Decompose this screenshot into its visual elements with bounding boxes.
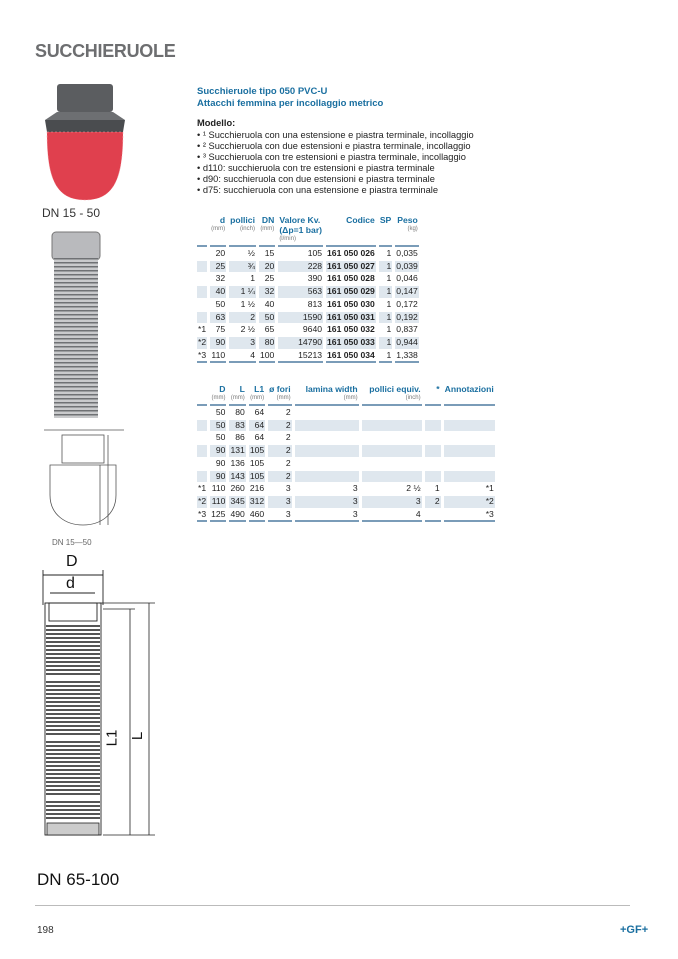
table-cell — [197, 445, 207, 457]
table-cell: 3 — [229, 337, 256, 349]
table-cell: 105 — [249, 445, 265, 456]
table-cell: 0,147 — [396, 286, 418, 297]
dimension-d-label: d — [66, 575, 75, 592]
table-cell: 15213 — [278, 350, 323, 364]
hose-rib — [46, 645, 100, 647]
column-header: d (mm) — [210, 215, 226, 247]
table-cell: 136 — [230, 457, 245, 468]
table-cell — [197, 286, 207, 298]
table-cell: 161 050 033 — [327, 336, 375, 347]
table-cell — [362, 432, 422, 444]
technical-drawing-small — [40, 425, 130, 535]
table-cell: 32 — [259, 286, 275, 298]
hose-photo — [40, 228, 110, 418]
table-cell: 161 050 032 — [327, 324, 375, 335]
table-row — [197, 324, 419, 336]
table-cell: 90 — [210, 445, 226, 457]
hose-rib — [46, 761, 100, 763]
table-cell: 75 — [215, 324, 226, 335]
table-cell — [362, 407, 422, 419]
table-cell: 460 — [249, 509, 265, 523]
table-row — [197, 261, 419, 273]
hose-rib — [46, 769, 100, 771]
table-cell — [444, 458, 495, 470]
table-row — [197, 496, 495, 508]
table-cell: 64 — [249, 420, 265, 432]
table-cell — [295, 458, 359, 470]
table-cell — [362, 420, 422, 432]
dimension-D-label: D — [66, 553, 78, 570]
product-photo — [35, 82, 135, 204]
table-cell: 32 — [215, 273, 226, 284]
table-cell: 110 — [210, 350, 226, 364]
table-cell: 2 ½ — [240, 324, 255, 335]
table-cell: 105 — [249, 470, 265, 481]
table-cell: *3 — [444, 509, 495, 523]
hose-rib — [46, 813, 100, 815]
hose-rib — [46, 673, 100, 675]
hose-rib — [46, 817, 100, 819]
table-cell: 2 — [285, 432, 291, 443]
model-heading: Modello: — [197, 118, 236, 128]
table-row — [197, 407, 495, 419]
column-header: SP — [379, 215, 392, 247]
table-cell: 3 — [285, 483, 291, 494]
hose-rib — [46, 733, 100, 735]
table-cell: 1 — [386, 298, 392, 309]
hose-rib — [46, 661, 100, 663]
table-row — [197, 509, 495, 523]
table-row — [197, 337, 419, 349]
table-cell: 65 — [264, 324, 275, 335]
table-cell: 90 — [210, 471, 226, 483]
table-cell: 131 — [230, 445, 245, 456]
table-cell: *3 — [197, 509, 207, 523]
table-row — [197, 445, 495, 457]
hose-rib — [46, 757, 100, 759]
hose-rib — [46, 801, 100, 803]
table-cell: 0,046 — [396, 273, 418, 284]
table-cell: 50 — [259, 312, 275, 324]
technical-drawing-large — [35, 555, 165, 875]
table-cell: 1,338 — [395, 350, 419, 364]
table-cell: 25 — [210, 261, 226, 273]
table-cell: 25 — [264, 273, 275, 284]
table-cell — [444, 420, 495, 432]
page-number: 198 — [37, 925, 54, 936]
table-cell: 228 — [278, 261, 323, 273]
column-header: L1 (mm) — [249, 384, 265, 406]
column-header: lamina width (mm) — [295, 384, 359, 406]
hose-rib — [46, 741, 100, 743]
hose-rib — [46, 649, 100, 651]
product-subtitle — [197, 86, 383, 110]
table-cell: 1 — [434, 483, 440, 494]
table-cell — [425, 407, 441, 419]
table-cell — [197, 312, 207, 324]
table-cell: 1 — [379, 312, 392, 324]
table-cell: 216 — [249, 483, 265, 494]
hose-rib — [46, 705, 100, 707]
table-cell: 390 — [307, 273, 323, 284]
table-cell: 100 — [259, 350, 275, 364]
table-cell: 20 — [259, 261, 275, 273]
table-cell: 563 — [278, 286, 323, 298]
table-cell — [197, 407, 207, 419]
table-cell: 260 — [230, 483, 245, 494]
table-cell: 105 — [249, 457, 265, 468]
table-cell: 110 — [211, 495, 226, 506]
table-cell: 2 — [285, 407, 291, 417]
hose-rib — [46, 693, 100, 695]
column-header: Annotazioni — [444, 384, 495, 406]
table-cell: 80 — [235, 407, 245, 417]
table-cell: 0,172 — [396, 298, 418, 309]
list-item: • ² Succhieruola con due estensioni e piastra terminale, incollaggio — [197, 141, 471, 151]
table-cell: 2 — [229, 312, 256, 324]
hose-rib — [46, 765, 100, 767]
table-row — [197, 350, 419, 364]
table-cell: 50 — [215, 298, 226, 309]
column-header: Peso (kg) — [395, 215, 419, 247]
table-cell — [425, 445, 441, 457]
table-row — [197, 312, 419, 324]
table-cell: 2 ½ — [406, 483, 421, 494]
table-cell — [425, 471, 441, 483]
table-cell: 312 — [249, 495, 265, 506]
column-header: Valore Kv. (Δp=1 bar) (l/min) — [278, 215, 323, 247]
table-cell — [197, 299, 207, 311]
table-cell: 3 — [352, 483, 358, 494]
table-cell: 0,035 — [396, 248, 418, 258]
table-cell: 1 ½ — [240, 298, 255, 309]
column-header — [197, 215, 207, 247]
table-cell: 3 — [268, 496, 291, 508]
hose-rib — [46, 677, 100, 679]
hose-rib — [46, 737, 100, 739]
table-cell — [197, 471, 207, 483]
table-row — [197, 432, 495, 444]
table-cell: 143 — [230, 470, 245, 481]
hose-rib — [46, 717, 100, 719]
table-cell: 2 — [268, 420, 291, 432]
hose-rib — [46, 641, 100, 643]
table-cell: 90 — [210, 337, 226, 349]
list-item: • ¹ Succhieruola con una estensione e piastra terminale, incollaggio — [197, 130, 474, 140]
table-cell: 50 — [210, 420, 226, 432]
hose-rib — [46, 785, 100, 787]
table-row — [197, 483, 495, 495]
table-cell — [425, 509, 441, 523]
table-cell — [295, 407, 359, 419]
footer-divider — [35, 905, 630, 906]
table-cell: *2 — [444, 496, 495, 508]
table-cell: ½ — [247, 248, 255, 258]
table-cell — [197, 420, 207, 432]
table-cell: 1 — [250, 273, 255, 284]
table-cell: 1 — [379, 261, 392, 273]
table-cell — [295, 445, 359, 457]
drawing-caption-small: DN 15—50 — [52, 538, 92, 547]
table-cell: 2 — [268, 445, 291, 457]
table-cell: 50 — [215, 407, 226, 417]
hose-rib — [46, 669, 100, 671]
list-item: • d75: succhieruola con una estensione e piastra terminale — [197, 185, 438, 195]
hose-rib — [46, 681, 100, 683]
hose-rib — [46, 729, 100, 731]
table-cell: 40 — [210, 286, 226, 298]
column-header: L (mm) — [229, 384, 245, 406]
table-cell: 4 — [229, 350, 256, 364]
table-row — [197, 273, 419, 285]
table-cell: *1 — [198, 483, 207, 494]
hose-rib — [46, 689, 100, 691]
subtitle-line: Attacchi femmina per incollaggio metrico — [197, 98, 384, 109]
column-header: ø fori (mm) — [268, 384, 291, 406]
hose-rib — [46, 745, 100, 747]
table-cell: 1 — [379, 350, 392, 364]
model-list — [197, 118, 474, 196]
table-cell: 161 050 028 — [327, 273, 375, 284]
column-header: * — [425, 384, 441, 406]
table-cell — [425, 432, 441, 444]
table-cell: 345 — [230, 495, 245, 506]
table-cell: 161 050 029 — [327, 286, 375, 297]
table-cell: *3 — [197, 350, 207, 364]
table-cell — [362, 471, 422, 483]
hose-rib — [46, 637, 100, 639]
table-row — [197, 299, 419, 311]
table-cell — [444, 407, 495, 419]
column-header: DN (mm) — [259, 215, 275, 247]
hose-rib — [46, 753, 100, 755]
hose-rib — [46, 701, 100, 703]
list-item: • d90: succhieruola con due estensioni e piastra terminale — [197, 174, 435, 184]
table-cell: 161 050 026 — [327, 248, 375, 258]
column-header: D (mm) — [210, 384, 226, 406]
table-cell: 15 — [264, 248, 275, 258]
table-cell: 813 — [307, 298, 323, 309]
table-cell: 1 ¼ — [229, 286, 256, 298]
hose-rib — [46, 709, 100, 711]
hose-rib — [46, 809, 100, 811]
hose-rib — [46, 657, 100, 659]
hose-rib — [46, 793, 100, 795]
table-cell: 9640 — [302, 324, 323, 335]
table-cell — [444, 445, 495, 457]
table-cell: 64 — [254, 432, 265, 443]
column-header: Codice — [326, 215, 376, 247]
table-row — [197, 458, 495, 470]
hose-rib — [46, 625, 100, 627]
table-cell: 0,039 — [396, 260, 418, 271]
table-cell: 64 — [254, 407, 265, 417]
hose-rib — [46, 725, 100, 727]
table-cell — [295, 471, 359, 483]
table-cell: 161 050 031 — [327, 311, 375, 322]
table-cell: 1 — [386, 273, 392, 284]
table-cell: 1590 — [278, 312, 323, 324]
table-cell: 2 — [285, 457, 291, 468]
hose-rib — [46, 633, 100, 635]
table-cell — [362, 445, 422, 457]
table-cell — [197, 248, 207, 260]
table-cell: 50 — [215, 432, 226, 443]
table-cell: 14790 — [278, 337, 323, 349]
table-cell: ¾ — [229, 261, 256, 273]
table-cell — [425, 420, 441, 432]
hose-rib — [46, 781, 100, 783]
table-cell: 161 050 027 — [327, 260, 375, 271]
hose-rib — [46, 721, 100, 723]
table-cell: 161 050 034 — [326, 350, 376, 364]
column-header — [197, 384, 207, 406]
hose-rib — [46, 805, 100, 807]
dimensions-table — [194, 383, 498, 523]
page-title: SUCCHIERUOLE — [35, 41, 176, 61]
hose-rib — [46, 797, 100, 799]
table-cell: *2 — [198, 495, 207, 506]
table-cell: 2 — [268, 471, 291, 483]
table-row — [197, 286, 419, 298]
column-header: pollici equiv. (inch) — [362, 384, 422, 406]
product-table — [194, 214, 422, 364]
table-cell: 90 — [215, 457, 226, 468]
dimension-L-label: L — [129, 731, 147, 741]
gf-logo: +GF+ — [620, 924, 649, 936]
table-cell — [197, 432, 207, 444]
table-cell — [444, 432, 495, 444]
table-cell: 161 050 030 — [327, 298, 375, 309]
table-cell: 40 — [264, 298, 275, 309]
table-cell: 125 — [210, 509, 226, 523]
table-row — [197, 420, 495, 432]
table-cell — [197, 261, 207, 273]
table-cell — [197, 273, 207, 285]
table-cell: 0,192 — [396, 311, 418, 322]
hose-rib — [46, 749, 100, 751]
subtitle-line: Succhieruole tipo 050 PVC-U — [197, 86, 328, 97]
table-cell: 20 — [215, 248, 226, 258]
table-cell: 1 — [379, 337, 392, 349]
table-cell: 1 — [379, 286, 392, 298]
table-cell: 110 — [211, 483, 226, 494]
table-cell: 3 — [295, 496, 359, 508]
dimension-L1-label: L1 — [103, 729, 121, 747]
hose-rib — [46, 777, 100, 779]
table-cell: 86 — [235, 432, 245, 443]
table-cell: 63 — [210, 312, 226, 324]
table-cell: 3 — [295, 509, 359, 523]
table-cell: 0,837 — [396, 324, 418, 335]
hose-rib — [46, 789, 100, 791]
hose-rib — [46, 713, 100, 715]
hose-rib — [46, 629, 100, 631]
table-cell: 1 — [386, 248, 392, 258]
column-header: pollici (inch) — [229, 215, 256, 247]
table-cell — [295, 420, 359, 432]
table-cell: *2 — [198, 336, 207, 347]
table-row — [197, 248, 419, 260]
table-cell: 2 — [425, 496, 441, 508]
photo-caption: DN 15 - 50 — [42, 206, 101, 220]
table-cell — [197, 458, 207, 470]
table-cell: 490 — [229, 509, 245, 523]
drawing-caption-large: DN 65-100 — [37, 870, 120, 889]
table-cell: *1 — [198, 324, 207, 335]
hose-rib — [46, 665, 100, 667]
table-cell: 3 — [268, 509, 291, 523]
table-cell: 3 — [362, 496, 422, 508]
list-item: • ³ Succhieruola con tre estensioni e piastra terminale, incollaggio — [197, 152, 466, 162]
table-cell: 1 — [386, 324, 392, 335]
table-cell: 0,944 — [396, 336, 418, 347]
hose-rib — [46, 697, 100, 699]
table-cell: 4 — [362, 509, 422, 523]
hose-rib — [46, 653, 100, 655]
table-cell — [425, 458, 441, 470]
hose-rib — [46, 773, 100, 775]
table-cell: 80 — [259, 337, 275, 349]
table-cell — [444, 471, 495, 483]
table-cell: 83 — [229, 420, 245, 432]
list-item: • d110: succhieruola con tre estensioni e piastra terminale — [197, 163, 435, 173]
table-cell: 105 — [307, 248, 323, 258]
table-cell — [362, 458, 422, 470]
hose-rib — [46, 685, 100, 687]
table-cell — [295, 432, 359, 444]
table-cell: *1 — [485, 483, 494, 494]
table-row — [197, 471, 495, 483]
